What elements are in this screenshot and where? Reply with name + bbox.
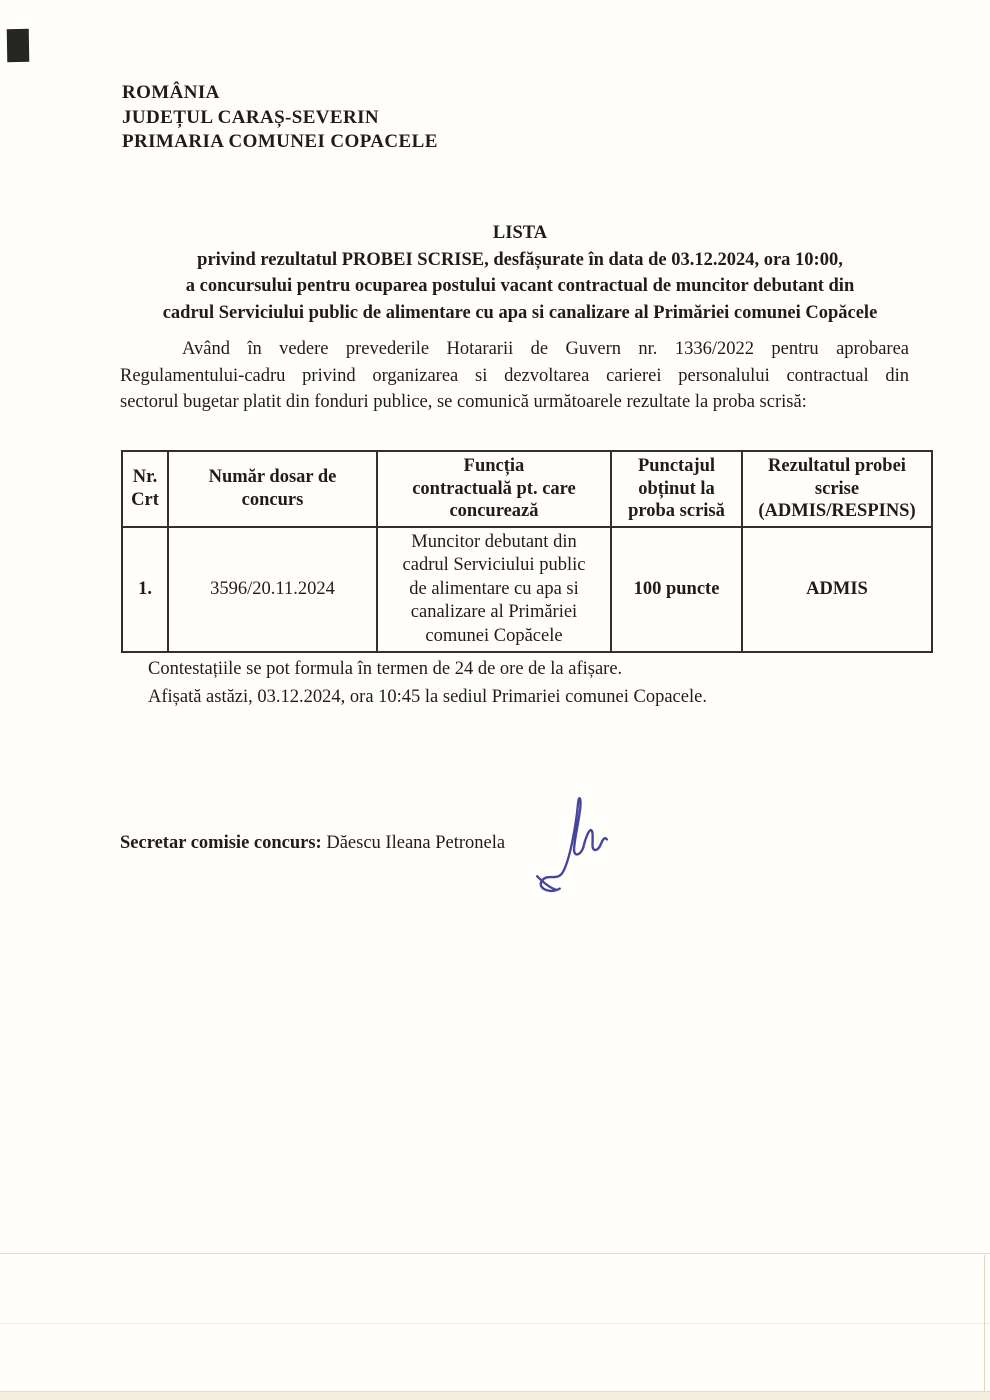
cell-punctaj: 100 puncte bbox=[611, 527, 742, 653]
table-row bbox=[122, 527, 932, 653]
scan-edge-line bbox=[0, 1253, 990, 1254]
scan-page-edge-right bbox=[984, 1255, 985, 1391]
letterhead-country: ROMÂNIA bbox=[122, 82, 220, 103]
letterhead-county: JUDEȚUL CARAȘ-SEVERIN bbox=[122, 106, 380, 128]
cell-rezultat: ADMIS bbox=[742, 527, 932, 653]
scan-corner-mark bbox=[7, 29, 30, 62]
cell-nr: 1. bbox=[122, 527, 168, 653]
table-header-row bbox=[122, 451, 932, 527]
cell-functia-line: comunei Copăcele bbox=[425, 625, 563, 646]
notes bbox=[148, 656, 707, 711]
title-line: cadrul Serviciului public de alimentare cu apa si canalizare al Primăriei comunei Copăcele bbox=[162, 302, 878, 323]
secretary-name: Dăescu Ileana Petronela bbox=[326, 833, 506, 853]
cell-functia-line: Muncitor debutant din bbox=[411, 531, 577, 552]
header-line: contractuală pt. care bbox=[412, 478, 576, 499]
header-functia bbox=[377, 451, 611, 527]
header-line: Rezultatul probei bbox=[768, 456, 906, 476]
document-title bbox=[125, 220, 915, 326]
title-heading: LISTA bbox=[492, 223, 548, 243]
header-rezultat bbox=[742, 451, 932, 527]
intro-line: Având în vedere prevederile Hotararii de Guvern nr. 1336/2022 pentru aprobarea bbox=[182, 339, 909, 359]
note-posted: Afișată astăzi, 03.12.2024, ora 10:45 la sediul Primariei comunei Copacele. bbox=[148, 686, 707, 707]
letterhead-institution: PRIMARIA COMUNEI COPACELE bbox=[122, 131, 438, 152]
header-numar-dosar bbox=[168, 451, 377, 527]
header-line: concurează bbox=[449, 501, 539, 521]
scan-bottom-strip bbox=[0, 1391, 990, 1400]
signature-ink bbox=[531, 790, 613, 898]
cell-functia-line: canalizare al Primăriei bbox=[410, 602, 578, 622]
results-table bbox=[121, 450, 933, 653]
header-line: concurs bbox=[241, 489, 304, 510]
secretary-line bbox=[120, 833, 505, 854]
secretary-label: Secretar comisie concurs: bbox=[120, 833, 322, 853]
intro-line: sectorul bugetar platit din fonduri publice, se comunică următoarele rezultate la proba scrisă: bbox=[120, 392, 807, 412]
cell-functia-line: de alimentare cu apa si bbox=[409, 578, 579, 599]
title-line: a concursului pentru ocuparea postului vacant contractual de muncitor debutant din bbox=[185, 276, 855, 296]
cell-functia-line: cadrul Serviciului public bbox=[402, 555, 586, 575]
header-line: scrise bbox=[814, 478, 860, 499]
header-line: Crt bbox=[131, 489, 159, 510]
cell-functia bbox=[377, 527, 611, 653]
intro-paragraph bbox=[120, 336, 909, 416]
header-line: proba scrisă bbox=[628, 501, 725, 521]
scan-edge-line-faint bbox=[0, 1323, 990, 1324]
header-nr-crt bbox=[122, 451, 168, 527]
intro-line: Regulamentului-cadru privind organizarea si dezvoltarea carierei personalului contractual din bbox=[120, 365, 909, 386]
letterhead bbox=[122, 81, 438, 155]
header-line: Funcția bbox=[463, 456, 525, 476]
header-line: Punctajul bbox=[637, 456, 716, 476]
header-line: Nr. bbox=[132, 467, 158, 488]
header-line: obținut la bbox=[638, 478, 715, 499]
note-contestations: Contestațiile se pot formula în termen de 24 de ore de la afișare. bbox=[148, 659, 623, 679]
header-line: Număr dosar de bbox=[208, 467, 337, 488]
cell-dosar: 3596/20.11.2024 bbox=[168, 527, 377, 653]
header-line: (ADMIS/RESPINS) bbox=[758, 501, 916, 521]
title-line: privind rezultatul PROBEI SCRISE, desfășurate în data de 03.12.2024, ora 10:00, bbox=[197, 249, 843, 270]
header-punctaj bbox=[611, 451, 742, 527]
